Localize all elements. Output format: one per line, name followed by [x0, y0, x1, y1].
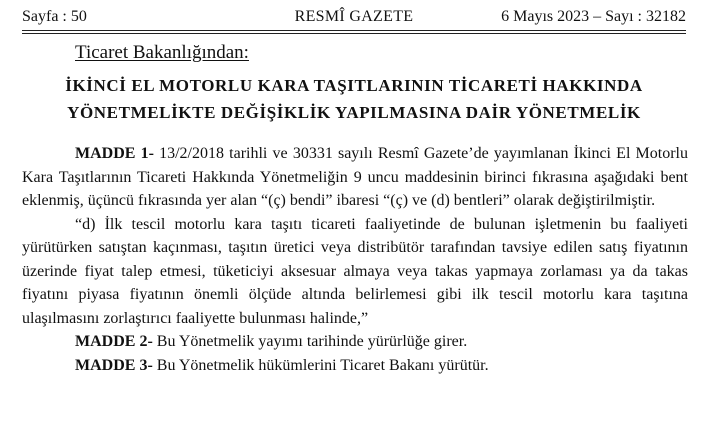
- date-and-issue: 6 Mayıs 2023 – Sayı : 32182: [501, 8, 686, 25]
- regulation-title-line-2: YÖNETMELİKTE DEĞİŞİKLİK YAPILMASINA DAİR YÖNETMELİK: [67, 103, 641, 122]
- article-2-label: MADDE 2-: [75, 333, 153, 350]
- article-3-label: MADDE 3-: [75, 356, 153, 374]
- article-1-text: 13/2/2018 tarihli ve 30331 sayılı Resmî Gazete’de yayımlanan İkinci El Motorlu Kara Taşıtlarının Ticareti Hakkında Yönetmeliğin 9 uncu maddesinin birinci fıkrasına aşağıdaki bent eklenmiş, üçüncü fıkrasında yer alan “(ç) bendi” ibaresi “(ç) ve (d) bentleri” olarak değiştirilmiştir.: [22, 145, 689, 209]
- article-2-text: Bu Yönetmelik yayımı tarihinde yürürlüğe girer.: [152, 333, 468, 350]
- header-rule-top: [22, 30, 686, 31]
- regulation-body: [22, 142, 688, 377]
- article-1: [22, 142, 688, 213]
- article-3-text: Bu Yönetmelik hükümlerini Ticaret Bakanı yürütür.: [152, 356, 489, 374]
- article-2: [22, 330, 688, 354]
- publication-name: RESMÎ GAZETE: [294, 8, 414, 25]
- added-clause-d-text: “d) İlk tescil motorlu kara taşıtı ticareti faaliyetinde de bulunan işletmenin bu faaliyeti yürütürken satıştan kaçınması, taşıtın üretici veya distribütör tarafından tavsiye edilen satış fiyatının üzerinde fiyat talep etmesi, tüketiciyi aksesuar almaya veya takas yapmaya zorlaması ya da takas fiyatını piyasa fiyatının önemli ölçüde altında belirlemesi gibi ilk tescil motorlu kara taşıtına ulaşılmasını zorlaştırıcı faaliyette bulunması halinde,”: [22, 215, 688, 327]
- header-rule-bottom: [22, 33, 686, 34]
- gazette-header: [22, 6, 686, 30]
- article-1-label: MADDE 1-: [75, 145, 154, 162]
- regulation-title-line-1: İKİNCİ EL MOTORLU KARA TAŞITLARININ TİCARETİ HAKKINDA: [65, 76, 643, 95]
- issuing-ministry: Ticaret Bakanlığından:: [75, 42, 249, 63]
- page-number: Sayfa : 50: [22, 8, 87, 25]
- added-clause-d: [22, 213, 688, 331]
- article-3: [22, 354, 688, 378]
